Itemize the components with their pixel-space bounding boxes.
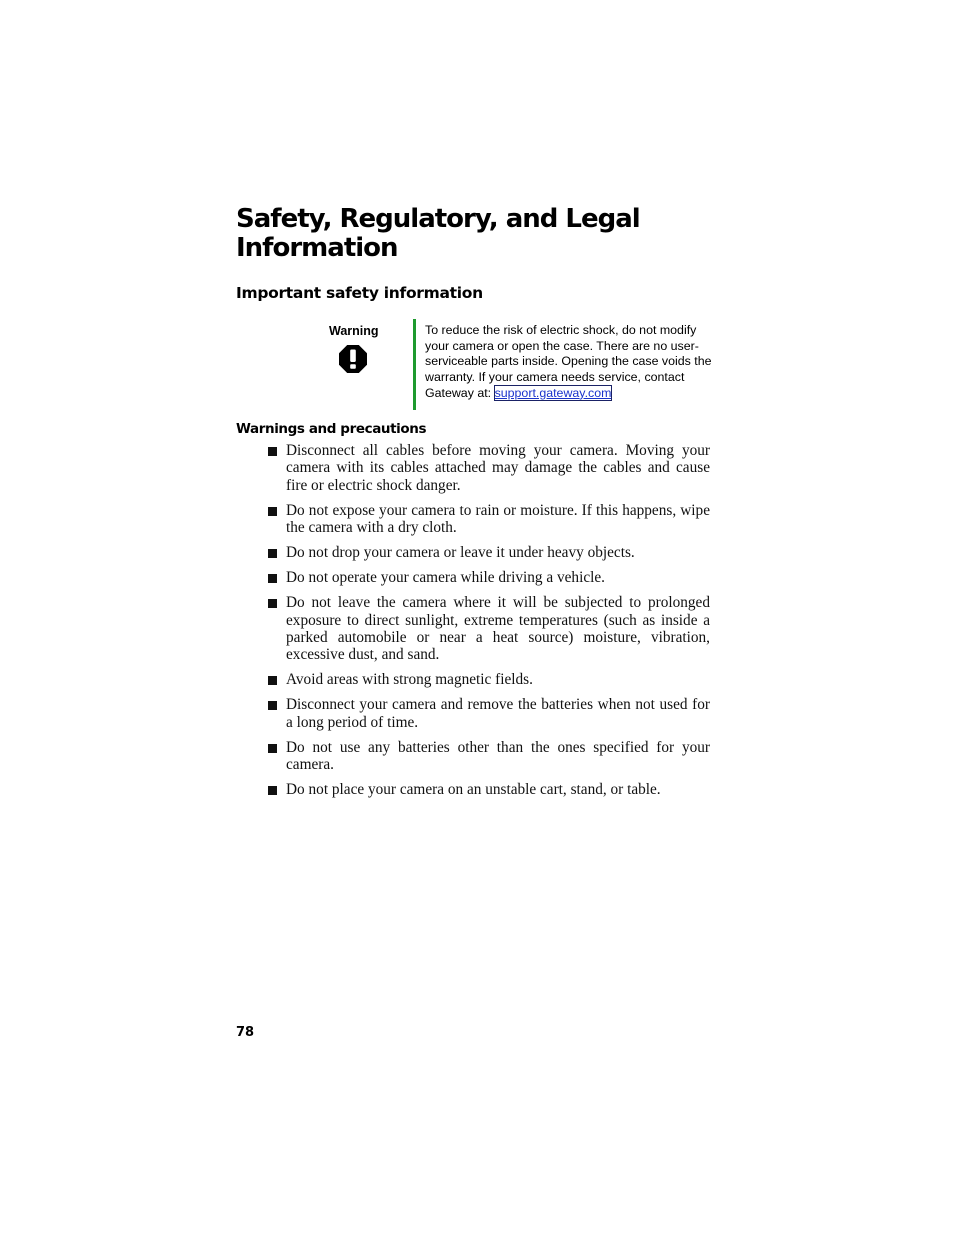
square-bullet-icon bbox=[268, 786, 277, 795]
list-item bbox=[268, 569, 710, 586]
support-link[interactable]: support.gateway.com bbox=[494, 385, 612, 400]
subsection-heading: Warnings and precautions bbox=[236, 421, 427, 437]
list-item bbox=[268, 502, 710, 537]
list-item-text: Do not leave the camera where it will be subjected to prolonged exposure to direct sunlight, extreme temperatures (such as inside a parked automobile or near a heat source) moisture, vibration, excessive dust, and sand. bbox=[286, 594, 710, 664]
list-item-text: Do not drop your camera or leave it under heavy objects. bbox=[286, 544, 635, 562]
square-bullet-icon bbox=[268, 744, 277, 753]
list-item bbox=[268, 781, 710, 798]
square-bullet-icon bbox=[268, 676, 277, 685]
warning-text bbox=[425, 323, 715, 402]
list-item-text: Disconnect all cables before moving your camera. Moving your camera with its cables attached may damage the cables and cause fire or electric shock danger. bbox=[286, 442, 710, 494]
warning-label: Warning bbox=[329, 324, 379, 338]
octagon-exclamation-icon bbox=[339, 345, 367, 373]
square-bullet-icon bbox=[268, 507, 277, 516]
section-heading: Important safety information bbox=[236, 284, 483, 302]
list-item-text: Do not operate your camera while driving a vehicle. bbox=[286, 569, 605, 587]
list-item bbox=[268, 739, 710, 774]
warning-message: To reduce the risk of electric shock, do not modify your camera or open the case. There are no user-serviceable parts inside. Opening the case voids the warranty. If your camera needs service, contact Gateway at: bbox=[425, 323, 712, 400]
list-item-text: Do not place your camera on an unstable cart, stand, or table. bbox=[286, 781, 661, 799]
list-item bbox=[268, 544, 710, 561]
list-item-text: Do not use any batteries other than the ones specified for your camera. bbox=[286, 738, 710, 774]
warning-divider-bar bbox=[413, 319, 416, 410]
list-item bbox=[268, 671, 710, 688]
list-item-text: Do not expose your camera to rain or moisture. If this happens, wipe the camera with a dry cloth. bbox=[286, 501, 710, 536]
square-bullet-icon bbox=[268, 447, 277, 456]
square-bullet-icon bbox=[268, 574, 277, 583]
list-item bbox=[268, 696, 710, 731]
list-item-text: Avoid areas with strong magnetic fields. bbox=[286, 671, 533, 689]
page-number: 78 bbox=[236, 1025, 255, 1040]
list-item-text: Disconnect your camera and remove the batteries when not used for a long period of time. bbox=[286, 696, 710, 731]
square-bullet-icon bbox=[268, 599, 277, 608]
list-item bbox=[268, 442, 710, 494]
square-bullet-icon bbox=[268, 549, 277, 558]
page-title: Safety, Regulatory, and Legal Information bbox=[236, 204, 640, 263]
list-item bbox=[268, 594, 710, 663]
precautions-list bbox=[268, 442, 710, 806]
square-bullet-icon bbox=[268, 701, 277, 710]
